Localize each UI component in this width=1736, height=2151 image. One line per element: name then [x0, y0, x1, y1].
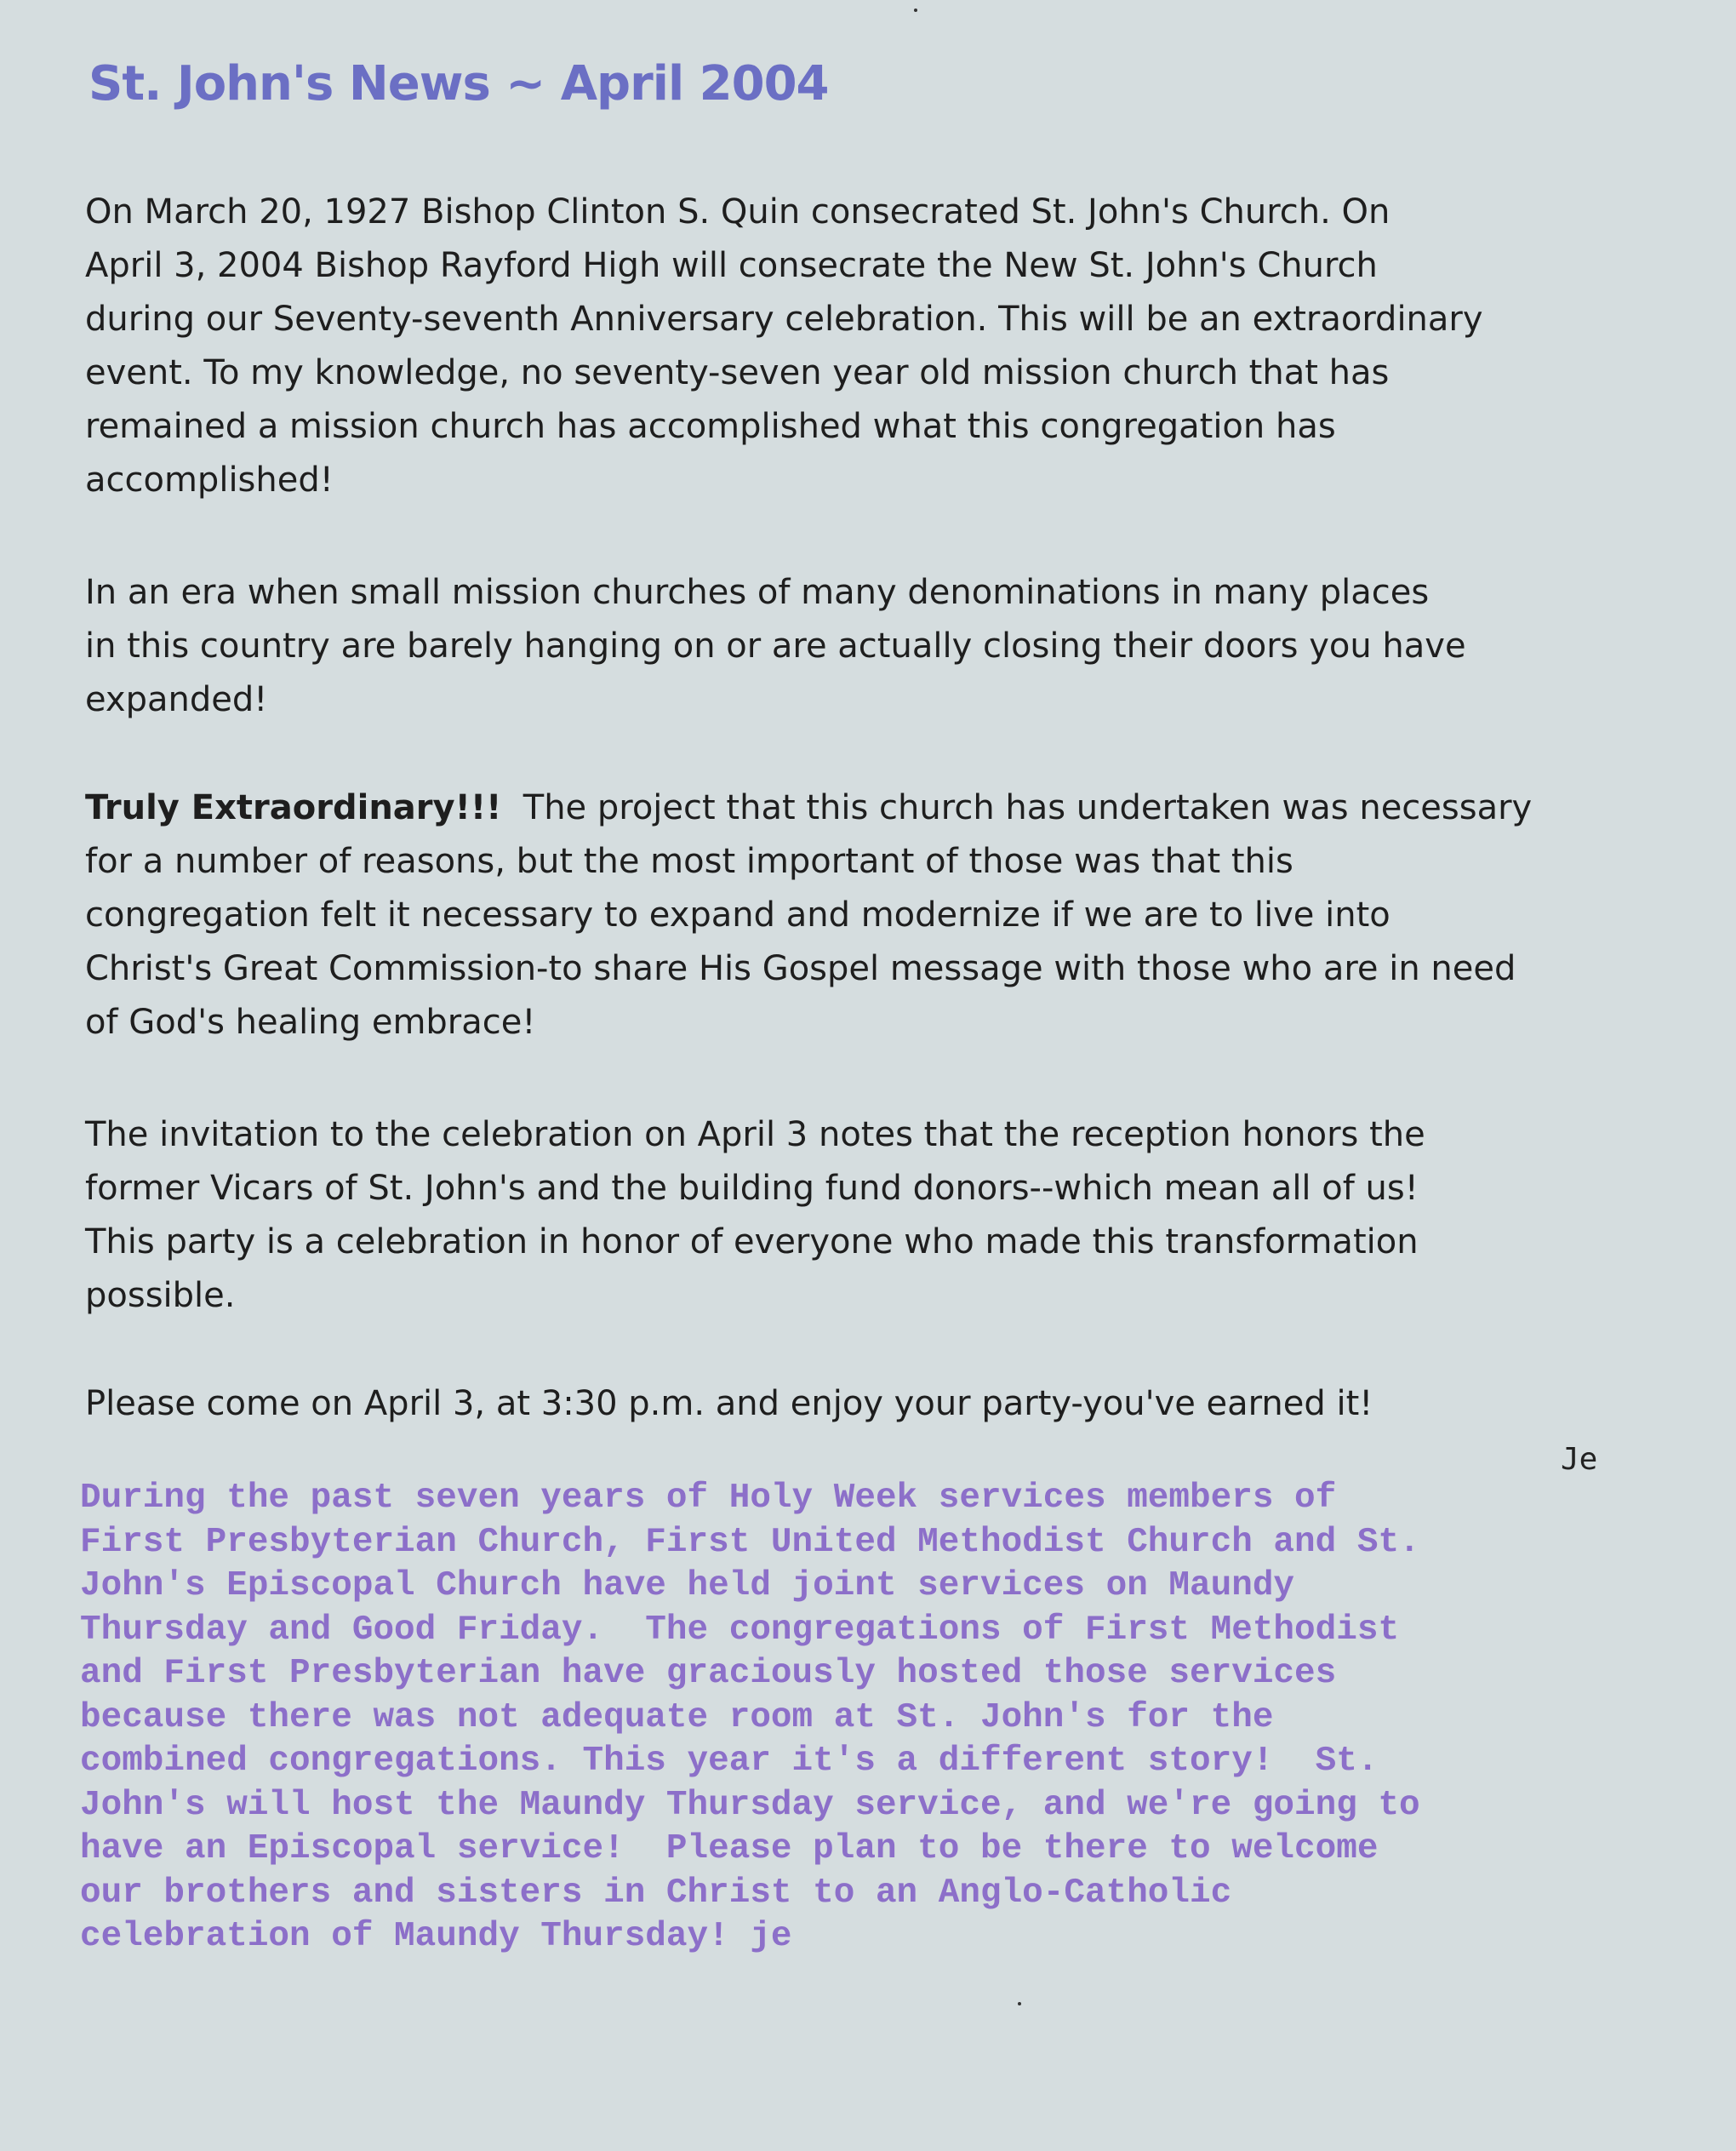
paper-speck — [1018, 2002, 1021, 2005]
paragraph-line: accomplished! — [85, 461, 334, 500]
notice-line: First Presbyterian Church, First United Methodist Church and St. — [80, 1522, 1420, 1562]
paragraph-line: congregation felt it necessary to expand and modernize if we are to live into — [85, 895, 1391, 935]
notice-line: During the past seven years of Holy Week services members of — [80, 1479, 1337, 1518]
paragraph-line: Please come on April 3, at 3:30 p.m. and enjoy your party-you've earned it! — [85, 1384, 1373, 1423]
paragraph-line: in this country are barely hanging on or are actually closing their doors you have — [85, 626, 1466, 666]
notice-line: our brothers and sisters in Christ to an Anglo-Catholic — [80, 1873, 1232, 1913]
paragraph-consecration — [85, 186, 1600, 507]
notice-line: combined congregations. This year it's a different story! St. — [80, 1742, 1379, 1781]
paragraph-truly-extraordinary — [85, 781, 1600, 1050]
notice-line: John's will host the Maundy Thursday service, and we're going to — [80, 1785, 1420, 1825]
notice-line: because there was not adequate room at St. John's for the — [80, 1697, 1274, 1737]
paper-speck — [914, 9, 917, 12]
paragraph-line: of God's healing embrace! — [85, 1003, 536, 1042]
paragraph-line: expanded! — [85, 680, 268, 719]
signature-initials: Je — [1561, 1442, 1598, 1477]
notice-line: and First Presbyterian have graciously hosted those services — [80, 1654, 1337, 1693]
paragraph-line: On March 20, 1927 Bishop Clinton S. Quin consecrated St. John's Church. On — [85, 192, 1391, 232]
paragraph-expanded — [85, 566, 1600, 727]
paragraph-line: former Vicars of St. John's and the building fund donors--which mean all of us! — [85, 1169, 1419, 1208]
paragraph-line — [85, 781, 1600, 835]
paragraph-line: April 3, 2004 Bishop Rayford High will consecrate the New St. John's Church — [85, 246, 1378, 285]
notice-line: have an Episcopal service! Please plan to be there to welcome — [80, 1829, 1379, 1868]
newsletter-title: St. John's News ~ April 2004 — [89, 56, 829, 112]
paragraph-line: event. To my knowledge, no seventy-seven year old mission church that has — [85, 353, 1390, 392]
paragraph-line: remained a mission church has accomplished what this congregation has — [85, 407, 1336, 446]
notice-line: Thursday and Good Friday. The congregations of First Methodist — [80, 1610, 1400, 1650]
paragraph-line: This party is a celebration in honor of everyone who made this transformation — [85, 1222, 1419, 1261]
notice-line: John's Episcopal Church have held joint services on Maundy — [80, 1566, 1295, 1605]
paragraph-line: during our Seventy-seventh Anniversary celebration. This will be an extraordinary — [85, 300, 1483, 339]
paragraph-invitation — [85, 1108, 1600, 1323]
paragraph-text: The project that this church has undertaken was necessary — [501, 788, 1533, 827]
paragraph-please-come — [85, 1377, 1600, 1431]
paragraph-line: for a number of reasons, but the most important of those was that this — [85, 842, 1293, 881]
paragraph-line: possible. — [85, 1276, 236, 1315]
holy-week-notice — [80, 1477, 1663, 1959]
paragraph-line: Christ's Great Commission-to share His Gospel message with those who are in need — [85, 949, 1516, 988]
paragraph-line: In an era when small mission churches of many denominations in many places — [85, 573, 1430, 612]
paragraph-line: The invitation to the celebration on April 3 notes that the reception honors the — [85, 1115, 1425, 1154]
notice-line: celebration of Maundy Thursday! je — [80, 1917, 792, 1956]
emphasis-lead: Truly Extraordinary!!! — [85, 788, 502, 827]
